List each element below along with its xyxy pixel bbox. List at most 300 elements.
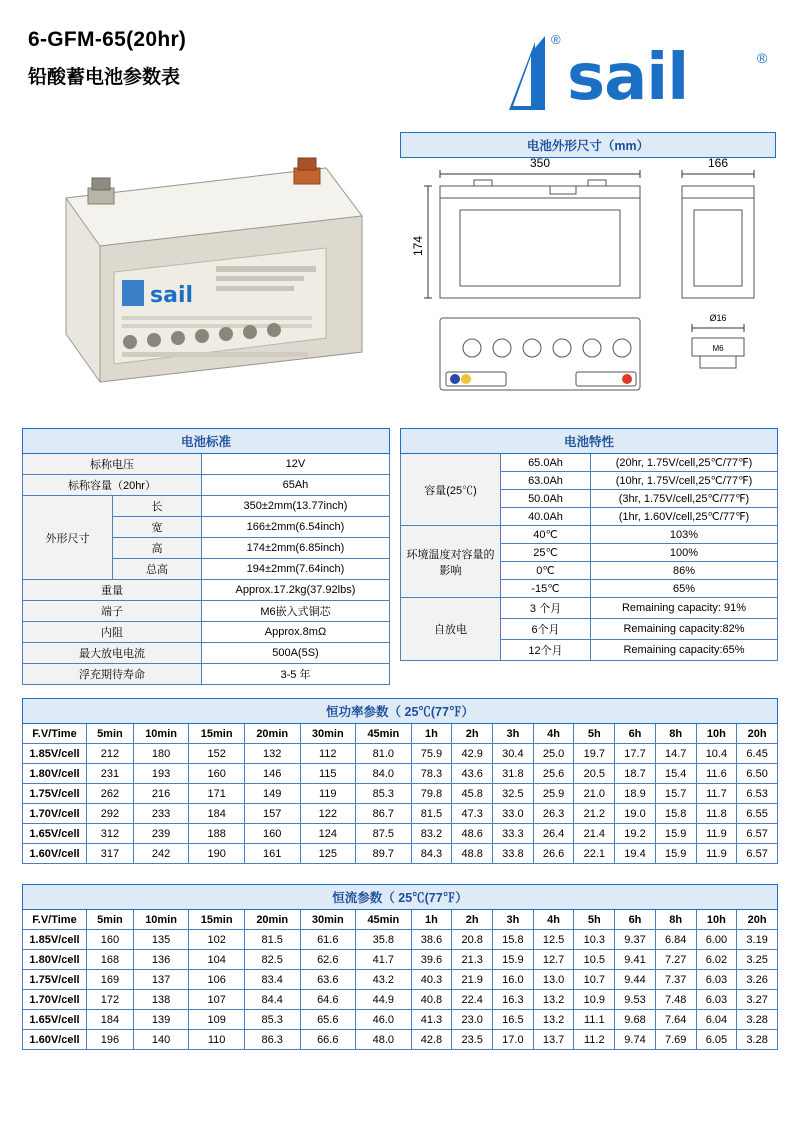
table-row [23, 496, 390, 517]
data-cell: 9.53 [615, 990, 656, 1010]
data-cell: 33.8 [493, 844, 534, 864]
data-cell: 149 [244, 784, 300, 804]
length-label: 350 [529, 158, 551, 170]
data-cell: 11.7 [696, 784, 737, 804]
column-header: 1h [411, 724, 452, 744]
data-cell: 184 [189, 804, 245, 824]
data-cell: 161 [244, 844, 300, 864]
data-cell: 25.6 [533, 764, 574, 784]
data-cell: 6.05 [696, 1030, 737, 1050]
table-row [23, 601, 390, 622]
row-note: (1hr, 1.60V/cell,25℃/77℉) [591, 508, 778, 526]
data-cell: 139 [133, 1010, 189, 1030]
data-cell: 82.5 [244, 950, 300, 970]
row-value: 65.0Ah [501, 454, 591, 472]
brand-logo [505, 28, 780, 118]
table-row [23, 824, 778, 844]
data-cell: 44.9 [356, 990, 412, 1010]
data-cell: 65.6 [300, 1010, 356, 1030]
data-cell: 3.25 [737, 950, 778, 970]
table-row [23, 844, 778, 864]
data-cell: 3.28 [737, 1030, 778, 1050]
table-row [23, 970, 778, 990]
data-cell: 26.4 [533, 824, 574, 844]
data-cell: 169 [87, 970, 134, 990]
data-cell: 312 [87, 824, 134, 844]
data-cell: 33.0 [493, 804, 534, 824]
data-cell: 89.7 [356, 844, 412, 864]
row-label: 重量 [23, 580, 202, 601]
battery-product-photo [26, 120, 386, 410]
data-cell: 6.57 [737, 844, 778, 864]
characteristics-table-title-row [401, 429, 778, 454]
data-cell: 19.2 [615, 824, 656, 844]
column-header: 10h [696, 724, 737, 744]
row-note: 65% [591, 580, 778, 598]
data-cell: 79.8 [411, 784, 452, 804]
row-value: 3 个月 [501, 598, 591, 619]
row-header: 1.75V/cell [23, 970, 87, 990]
data-cell: 6.45 [737, 744, 778, 764]
data-cell: 75.9 [411, 744, 452, 764]
data-cell: 242 [133, 844, 189, 864]
constant-current-table [22, 884, 778, 1050]
data-cell: 46.0 [356, 1010, 412, 1030]
data-cell: 48.8 [452, 844, 493, 864]
data-cell: 43.6 [452, 764, 493, 784]
row-value: 194±2mm(7.64inch) [201, 559, 389, 580]
data-cell: 239 [133, 824, 189, 844]
table-row [23, 764, 778, 784]
data-cell: 9.74 [615, 1030, 656, 1050]
row-sublabel: 总高 [113, 559, 202, 580]
data-cell: 112 [300, 744, 356, 764]
table-row [23, 580, 390, 601]
data-cell: 14.7 [655, 744, 696, 764]
row-value: 65Ah [201, 475, 389, 496]
data-cell: 11.6 [696, 764, 737, 784]
row-note: (10hr, 1.75V/cell,25℃/77℉) [591, 472, 778, 490]
data-cell: 10.4 [696, 744, 737, 764]
data-cell: 7.69 [655, 1030, 696, 1050]
data-cell: 102 [189, 930, 245, 950]
data-cell: 40.3 [411, 970, 452, 990]
column-header: 20min [244, 724, 300, 744]
constant-power-table-body [23, 699, 778, 864]
data-cell: 7.64 [655, 1010, 696, 1030]
data-cell: 262 [87, 784, 134, 804]
row-value: 12个月 [501, 640, 591, 661]
row-value: -15℃ [501, 580, 591, 598]
row-label: 浮充期待寿命 [23, 664, 202, 685]
data-cell: 81.5 [411, 804, 452, 824]
data-cell: 21.4 [574, 824, 615, 844]
data-cell: 11.9 [696, 844, 737, 864]
data-cell: 31.8 [493, 764, 534, 784]
data-cell: 180 [133, 744, 189, 764]
page-title: 6-GFM-65(20hr) [28, 28, 187, 51]
row-sublabel: 高 [113, 538, 202, 559]
data-cell: 85.3 [244, 1010, 300, 1030]
row-value: Approx.8mΩ [201, 622, 389, 643]
data-cell: 21.2 [574, 804, 615, 824]
data-cell: 86.3 [244, 1030, 300, 1050]
row-header: 1.60V/cell [23, 844, 87, 864]
row-value: 3-5 年 [201, 664, 389, 685]
table-row [23, 454, 390, 475]
data-cell: 64.6 [300, 990, 356, 1010]
column-header: 20h [737, 910, 778, 930]
data-cell: 104 [189, 950, 245, 970]
column-header: 8h [655, 910, 696, 930]
data-cell: 10.5 [574, 950, 615, 970]
data-cell: 6.03 [696, 990, 737, 1010]
column-header: 10min [133, 910, 189, 930]
column-header: 10h [696, 910, 737, 930]
data-cell: 216 [133, 784, 189, 804]
data-cell: 20.5 [574, 764, 615, 784]
data-cell: 6.53 [737, 784, 778, 804]
column-header: 45min [356, 724, 412, 744]
data-cell: 188 [189, 824, 245, 844]
data-cell: 78.3 [411, 764, 452, 784]
data-cell: 19.0 [615, 804, 656, 824]
data-cell: 15.9 [655, 824, 696, 844]
row-note: (20hr, 1.75V/cell,25℃/77℉) [591, 454, 778, 472]
data-cell: 48.6 [452, 824, 493, 844]
data-cell: 9.41 [615, 950, 656, 970]
data-cell: 22.1 [574, 844, 615, 864]
row-value: 40.0Ah [501, 508, 591, 526]
standard-table-body [23, 429, 390, 685]
column-header: 3h [493, 910, 534, 930]
data-cell: 12.7 [533, 950, 574, 970]
data-cell: 41.3 [411, 1010, 452, 1030]
row-note: (3hr, 1.75V/cell,25℃/77℉) [591, 490, 778, 508]
table-row [23, 744, 778, 764]
standard-table [22, 428, 390, 685]
row-label: 最大放电电流 [23, 643, 202, 664]
row-label: 外形尺寸 [23, 496, 113, 580]
data-cell: 109 [189, 1010, 245, 1030]
data-cell: 6.57 [737, 824, 778, 844]
registered-mark-right: ® [757, 50, 768, 66]
column-header: 45min [356, 910, 412, 930]
row-value: 0℃ [501, 562, 591, 580]
table-row [23, 1010, 778, 1030]
data-cell: 11.2 [574, 1030, 615, 1050]
data-cell: 83.4 [244, 970, 300, 990]
data-cell: 16.5 [493, 1010, 534, 1030]
data-cell: 11.8 [696, 804, 737, 824]
data-cell: 140 [133, 1030, 189, 1050]
data-cell: 15.7 [655, 784, 696, 804]
row-value: 25℃ [501, 544, 591, 562]
dimension-panel [400, 132, 776, 422]
data-cell: 30.4 [493, 744, 534, 764]
data-cell: 15.9 [493, 950, 534, 970]
data-cell: 33.3 [493, 824, 534, 844]
data-cell: 17.0 [493, 1030, 534, 1050]
data-cell: 62.6 [300, 950, 356, 970]
data-cell: 42.8 [411, 1030, 452, 1050]
data-cell: 124 [300, 824, 356, 844]
row-header: 1.70V/cell [23, 990, 87, 1010]
data-cell: 160 [87, 930, 134, 950]
data-cell: 11.9 [696, 824, 737, 844]
data-cell: 157 [244, 804, 300, 824]
data-cell: 233 [133, 804, 189, 824]
data-cell: 23.0 [452, 1010, 493, 1030]
data-cell: 3.28 [737, 1010, 778, 1030]
column-header: 5min [87, 724, 134, 744]
row-value: 12V [201, 454, 389, 475]
data-cell: 41.7 [356, 950, 412, 970]
row-header: 1.70V/cell [23, 804, 87, 824]
data-cell: 42.9 [452, 744, 493, 764]
data-cell: 35.8 [356, 930, 412, 950]
column-header: 6h [615, 910, 656, 930]
characteristics-table [400, 428, 778, 661]
column-header: F.V/Time [23, 910, 87, 930]
data-cell: 83.2 [411, 824, 452, 844]
row-sublabel: 宽 [113, 517, 202, 538]
data-cell: 11.1 [574, 1010, 615, 1030]
constant-power-table-header-row [23, 724, 778, 744]
table-row [401, 598, 778, 619]
row-value: 166±2mm(6.54inch) [201, 517, 389, 538]
data-cell: 23.5 [452, 1030, 493, 1050]
data-cell: 137 [133, 970, 189, 990]
data-cell: 6.55 [737, 804, 778, 824]
row-value: 40℃ [501, 526, 591, 544]
constant-power-table-title: 恒功率参数（ 25℃(77℉） [23, 699, 778, 724]
data-cell: 13.2 [533, 1010, 574, 1030]
column-header: 1h [411, 910, 452, 930]
data-cell: 12.5 [533, 930, 574, 950]
data-cell: 47.3 [452, 804, 493, 824]
data-cell: 19.7 [574, 744, 615, 764]
column-header: 20h [737, 724, 778, 744]
data-cell: 106 [189, 970, 245, 990]
data-cell: 184 [87, 1010, 134, 1030]
row-sublabel: 长 [113, 496, 202, 517]
data-cell: 119 [300, 784, 356, 804]
data-cell: 110 [189, 1030, 245, 1050]
data-cell: 15.8 [493, 930, 534, 950]
group-label: 容量(25℃) [401, 454, 501, 526]
data-cell: 15.8 [655, 804, 696, 824]
table-row [23, 804, 778, 824]
data-cell: 13.7 [533, 1030, 574, 1050]
data-cell: 81.5 [244, 930, 300, 950]
row-value: Approx.17.2kg(37.92lbs) [201, 580, 389, 601]
constant-current-table-title-row [23, 885, 778, 910]
data-cell: 40.8 [411, 990, 452, 1010]
data-cell: 13.0 [533, 970, 574, 990]
data-cell: 87.5 [356, 824, 412, 844]
registered-mark-top: ® [551, 32, 561, 47]
column-header: 8h [655, 724, 696, 744]
data-cell: 160 [189, 764, 245, 784]
data-cell: 85.3 [356, 784, 412, 804]
data-cell: 7.37 [655, 970, 696, 990]
data-cell: 20.8 [452, 930, 493, 950]
row-value: 350±2mm(13.77inch) [201, 496, 389, 517]
column-header: 10min [133, 724, 189, 744]
table-row [23, 1030, 778, 1050]
table-row [23, 643, 390, 664]
row-note: 103% [591, 526, 778, 544]
data-cell: 190 [189, 844, 245, 864]
row-header: 1.65V/cell [23, 1010, 87, 1030]
logo-wordmark: sail [567, 41, 689, 115]
data-cell: 132 [244, 744, 300, 764]
column-header: 15min [189, 910, 245, 930]
data-cell: 10.9 [574, 990, 615, 1010]
group-label: 自放电 [401, 598, 501, 661]
data-cell: 13.2 [533, 990, 574, 1010]
row-note: Remaining capacity:65% [591, 640, 778, 661]
data-cell: 196 [87, 1030, 134, 1050]
data-cell: 15.4 [655, 764, 696, 784]
data-cell: 6.50 [737, 764, 778, 784]
page-subtitle: 铅酸蓄电池参数表 [28, 67, 181, 88]
row-header: 1.65V/cell [23, 824, 87, 844]
data-cell: 22.4 [452, 990, 493, 1010]
column-header: 6h [615, 724, 656, 744]
data-cell: 6.03 [696, 970, 737, 990]
row-note: Remaining capacity:82% [591, 619, 778, 640]
data-cell: 6.84 [655, 930, 696, 950]
data-cell: 39.6 [411, 950, 452, 970]
data-cell: 17.7 [615, 744, 656, 764]
data-cell: 84.3 [411, 844, 452, 864]
constant-current-table-header-row [23, 910, 778, 930]
table-row [23, 990, 778, 1010]
data-cell: 21.0 [574, 784, 615, 804]
data-cell: 160 [244, 824, 300, 844]
data-cell: 9.44 [615, 970, 656, 990]
data-cell: 152 [189, 744, 245, 764]
data-cell: 45.8 [452, 784, 493, 804]
row-value: 50.0Ah [501, 490, 591, 508]
row-note: Remaining capacity: 91% [591, 598, 778, 619]
standard-table-title: 电池标准 [23, 429, 390, 454]
dimension-drawings [400, 158, 776, 420]
data-cell: 107 [189, 990, 245, 1010]
data-cell: 81.0 [356, 744, 412, 764]
table-row [401, 526, 778, 544]
row-header: 1.80V/cell [23, 764, 87, 784]
characteristics-table-body [401, 429, 778, 661]
row-label: 标称容量（20hr） [23, 475, 202, 496]
data-cell: 25.0 [533, 744, 574, 764]
row-header: 1.60V/cell [23, 1030, 87, 1050]
data-cell: 171 [189, 784, 245, 804]
width-label: 166 [707, 158, 729, 170]
row-header: 1.75V/cell [23, 784, 87, 804]
data-cell: 18.7 [615, 764, 656, 784]
data-cell: 317 [87, 844, 134, 864]
row-note: 86% [591, 562, 778, 580]
row-header: 1.85V/cell [23, 930, 87, 950]
row-header: 1.80V/cell [23, 950, 87, 970]
column-header: 30min [300, 910, 356, 930]
terminal-diameter-label: Ø16 [709, 313, 727, 323]
data-cell: 10.3 [574, 930, 615, 950]
column-header: 5h [574, 910, 615, 930]
row-note: 100% [591, 544, 778, 562]
column-header: 5min [87, 910, 134, 930]
data-cell: 9.68 [615, 1010, 656, 1030]
column-header: 20min [244, 910, 300, 930]
column-header: 2h [452, 910, 493, 930]
sail-logo-icon [505, 36, 565, 114]
data-cell: 63.6 [300, 970, 356, 990]
data-cell: 66.6 [300, 1030, 356, 1050]
data-cell: 3.19 [737, 930, 778, 950]
data-cell: 38.6 [411, 930, 452, 950]
constant-power-table-title-row [23, 699, 778, 724]
data-cell: 9.37 [615, 930, 656, 950]
table-row [23, 784, 778, 804]
row-value: 6个月 [501, 619, 591, 640]
data-cell: 26.6 [533, 844, 574, 864]
data-cell: 18.9 [615, 784, 656, 804]
data-cell: 125 [300, 844, 356, 864]
height-label: 174 [411, 235, 425, 257]
table-row [23, 622, 390, 643]
row-header: 1.85V/cell [23, 744, 87, 764]
row-label: 内阻 [23, 622, 202, 643]
data-cell: 7.27 [655, 950, 696, 970]
data-cell: 3.26 [737, 970, 778, 990]
table-row [23, 664, 390, 685]
data-cell: 231 [87, 764, 134, 784]
data-cell: 16.0 [493, 970, 534, 990]
terminal-thread-label: M6 [712, 344, 724, 353]
constant-current-table-title: 恒流参数（ 25℃(77℉） [23, 885, 778, 910]
table-row [23, 930, 778, 950]
data-cell: 32.5 [493, 784, 534, 804]
group-label: 环境温度对容量的影响 [401, 526, 501, 598]
characteristics-table-title: 电池特性 [401, 429, 778, 454]
data-cell: 6.04 [696, 1010, 737, 1030]
data-cell: 48.0 [356, 1030, 412, 1050]
column-header: 2h [452, 724, 493, 744]
data-cell: 61.6 [300, 930, 356, 950]
standard-table-title-row [23, 429, 390, 454]
data-cell: 84.4 [244, 990, 300, 1010]
column-header: F.V/Time [23, 724, 87, 744]
data-cell: 15.9 [655, 844, 696, 864]
table-row [23, 950, 778, 970]
data-cell: 21.3 [452, 950, 493, 970]
data-cell: 115 [300, 764, 356, 784]
data-cell: 7.48 [655, 990, 696, 1010]
row-value: 63.0Ah [501, 472, 591, 490]
dimension-panel-title: 电池外形尺寸（mm） [400, 132, 776, 158]
data-cell: 172 [87, 990, 134, 1010]
data-cell: 6.02 [696, 950, 737, 970]
data-cell: 6.00 [696, 930, 737, 950]
data-cell: 25.9 [533, 784, 574, 804]
data-cell: 193 [133, 764, 189, 784]
svg-text:sail: sail [150, 283, 194, 308]
constant-current-table-body [23, 885, 778, 1050]
data-cell: 146 [244, 764, 300, 784]
